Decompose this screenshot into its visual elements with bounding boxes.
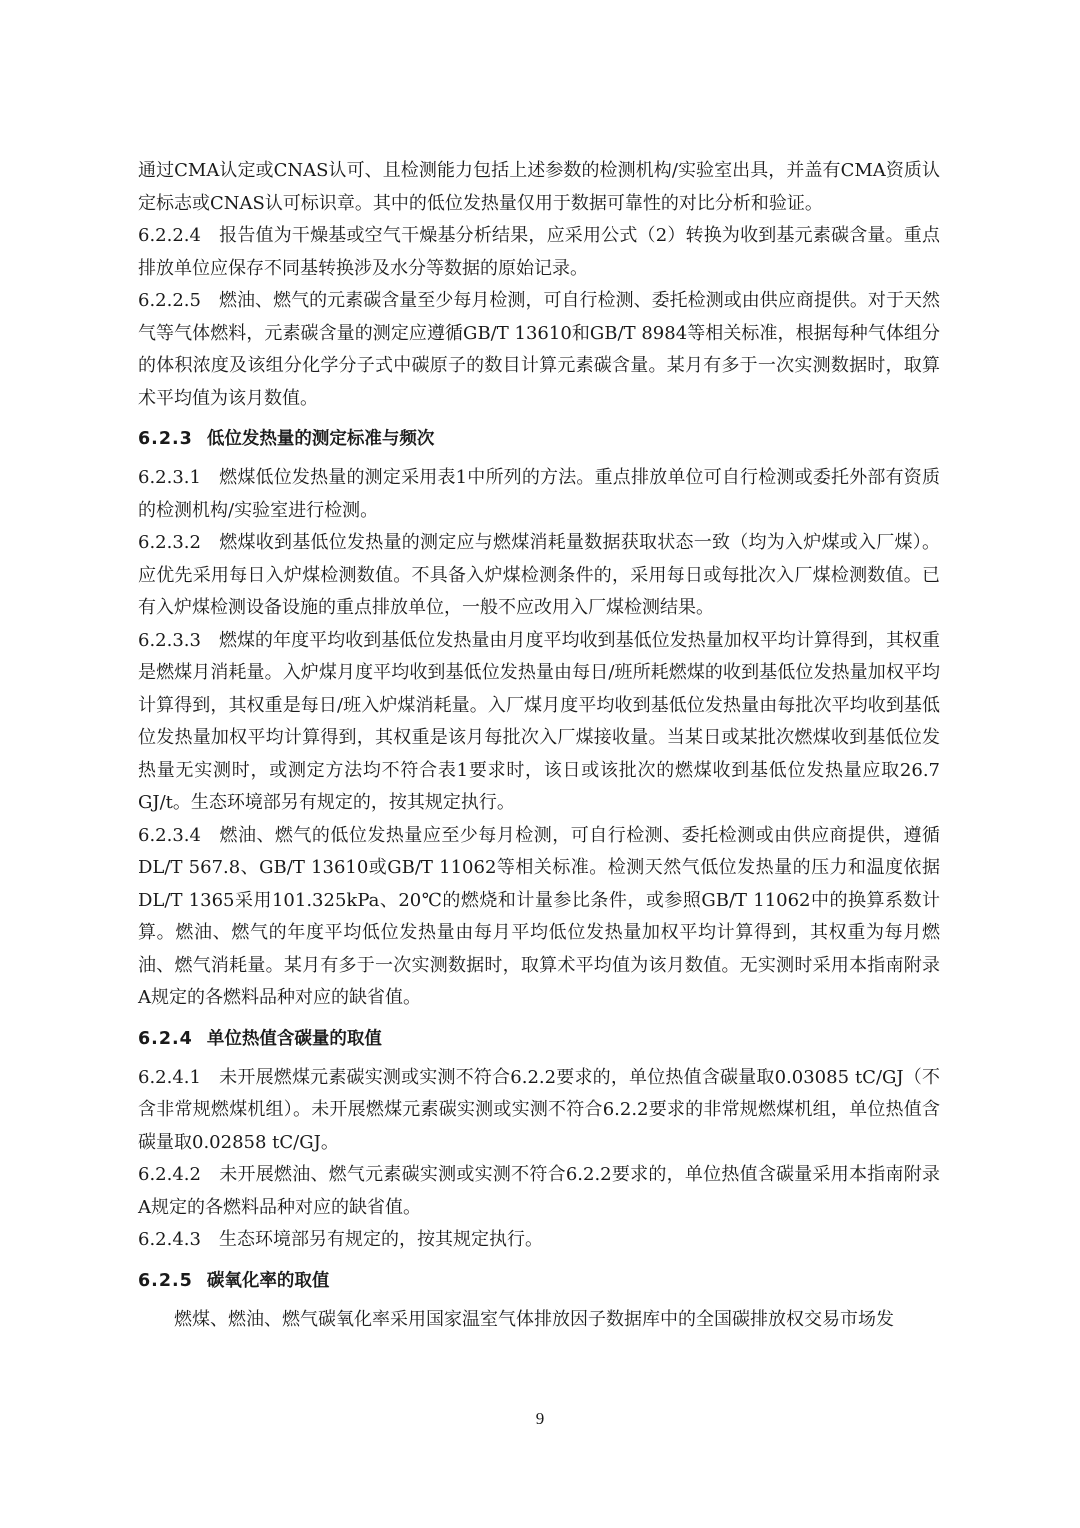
paragraph-text: 燃油、燃气的元素碳含量至少每月检测，可自行检测、委托检测或由供应商提供。对于天然气等气体燃料，元素碳含量的测定应遵循GB/T 13610和GB/T 8984等相关标准，根据每种气体组分的体积浓度及该组分化学分子式中碳原子的数目计算元素碳含量。某月有多于一次实测数据时，取算术平均值为该月数值。 <box>138 290 940 409</box>
paragraph-6-2-3-1 <box>138 462 940 527</box>
paragraph-text: 报告值为干燥基或空气干燥基分析结果，应采用公式（2）转换为收到基元素碳含量。重点排放单位应保存不同基转换涉及水分等数据的原始记录。 <box>138 225 940 279</box>
paragraph-text: 燃煤低位发热量的测定采用表1中所列的方法。重点排放单位可自行检测或委托外部有资质的检测机构/实验室进行检测。 <box>138 467 940 521</box>
paragraph-6-2-4-1 <box>138 1062 940 1160</box>
section-title: 低位发热量的测定标准与频次 <box>206 429 435 449</box>
section-heading-6-2-5 <box>138 1265 940 1297</box>
paragraph-text: 燃油、燃气的低位发热量应至少每月检测，可自行检测、委托检测或由供应商提供，遵循DL/T 567.8、GB/T 13610或GB/T 11062等相关标准。检测天然气低位发热量的压力和温度依据DL/T 1365采用101.325kPa、20℃的燃烧和计量参比条件，或参照GB/T 11062中的换算系数计算。燃油、燃气的年度平均低位发热量由每月平均低位发热量加权平均计算得到，其权重为每月燃油、燃气消耗量。某月有多于一次实测数据时，取算术平均值为该月数值。无实测时采用本指南附录A规定的各燃料品种对应的缺省值。 <box>138 824 940 1008</box>
section-title: 单位热值含碳量的取值 <box>206 1028 382 1049</box>
section-number: 6.2.4 <box>138 1028 193 1049</box>
clause-number: 6.2.4.3 <box>138 1229 201 1250</box>
paragraph-6-2-4-3 <box>138 1224 940 1257</box>
paragraph-text: 未开展燃油、燃气元素碳实测或实测不符合6.2.2要求的，单位热值含碳量采用本指南附录A规定的各燃料品种对应的缺省值。 <box>138 1164 940 1218</box>
clause-number: 6.2.2.5 <box>138 290 201 311</box>
section-heading-6-2-3 <box>138 423 940 455</box>
paragraph-text: 燃煤的年度平均收到基低位发热量由月度平均收到基低位发热量加权平均计算得到，其权重是燃煤月消耗量。入炉煤月度平均收到基低位发热量由每日/班所耗燃煤的收到基低位发热量加权平均计算得到，其权重是每日/班入炉煤消耗量。入厂煤月度平均收到基低位发热量由每批次平均收到基低位发热量加权平均计算得到，其权重是该月每批次入厂煤接收量。当某日或某批次燃煤收到基低位发热量无实测时，或测定方法均不符合表1要求时，该日或该批次的燃煤收到基低位发热量应取26.7 GJ/t。生态环境部另有规定的，按其规定执行。 <box>138 629 940 813</box>
section-heading-6-2-4 <box>138 1023 940 1055</box>
clause-number: 6.2.4.1 <box>138 1066 201 1088</box>
clause-number: 6.2.2.4 <box>138 225 201 246</box>
paragraph-continuation <box>138 155 940 220</box>
paragraph-6-2-3-3 <box>138 625 940 820</box>
paragraph-text: 燃煤收到基低位发热量的测定应与燃煤消耗量数据获取状态一致（均为入炉煤或入厂煤）。应优先采用每日入炉煤检测数值。不具备入炉煤检测条件的，采用每日或每批次入厂煤检测数值。已有入炉煤检测设备设施的重点排放单位，一般不应改用入厂煤检测结果。 <box>138 532 940 618</box>
paragraph-text: 生态环境部另有规定的，按其规定执行。 <box>218 1229 543 1250</box>
paragraph-text: 未开展燃煤元素碳实测或实测不符合6.2.2要求的，单位热值含碳量取0.03085 tC/GJ（不含非常规燃煤机组）。未开展燃煤元素碳实测或实测不符合6.2.2要求的非常规燃煤机组，单位热值含碳量取0.02858 tC/GJ。 <box>138 1066 940 1153</box>
page-number: 9 <box>535 1409 545 1428</box>
section-title: 碳氧化率的取值 <box>206 1270 330 1291</box>
clause-number: 6.2.3.2 <box>138 532 201 553</box>
section-number: 6.2.5 <box>138 1270 193 1291</box>
paragraph-6-2-4-2 <box>138 1159 940 1224</box>
section-number: 6.2.3 <box>138 429 193 449</box>
clause-number: 6.2.4.2 <box>138 1164 201 1185</box>
paragraph-text: 燃煤、燃油、燃气碳氧化率采用国家温室气体排放因子数据库中的全国碳排放权交易市场发 <box>174 1308 894 1330</box>
paragraph-6-2-2-4 <box>138 220 940 285</box>
paragraph-6-2-3-4 <box>138 820 940 1015</box>
page-body <box>138 155 940 1336</box>
paragraph-6-2-3-2 <box>138 527 940 625</box>
paragraph-carbon-oxidation <box>138 1304 940 1337</box>
clause-number: 6.2.3.1 <box>138 467 201 488</box>
paragraph-text: 通过CMA认定或CNAS认可、且检测能力包括上述参数的检测机构/实验室出具，并盖有CMA资质认定标志或CNAS认可标识章。其中的低位发热量仅用于数据可靠性的对比分析和验证。 <box>138 160 940 214</box>
paragraph-6-2-2-5 <box>138 285 940 415</box>
clause-number: 6.2.3.4 <box>138 824 201 846</box>
clause-number: 6.2.3.3 <box>138 629 201 651</box>
